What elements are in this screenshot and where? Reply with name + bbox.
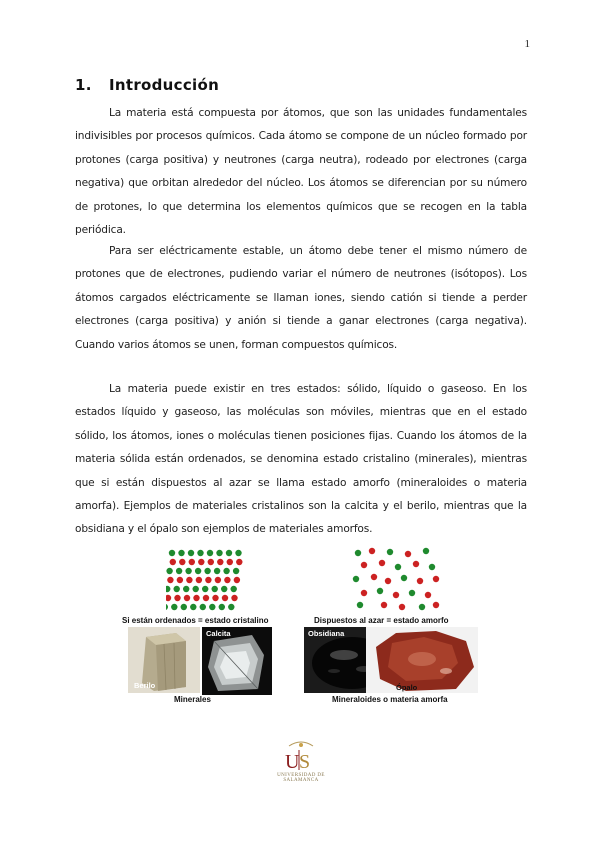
atom-dot [413, 561, 419, 567]
atom-dot [216, 550, 222, 556]
atom-dot [215, 577, 221, 583]
section-title: Introducción [109, 76, 220, 94]
atom-dot [361, 590, 367, 596]
atom-dot [203, 595, 209, 601]
atom-dot [178, 550, 184, 556]
atom-dot [224, 577, 230, 583]
atom-dot [401, 575, 407, 581]
calcita-photo [202, 627, 272, 695]
atom-dot [174, 595, 180, 601]
atom-dot [231, 595, 237, 601]
atom-dot [222, 595, 228, 601]
atom-dot [193, 595, 199, 601]
atom-dot [185, 568, 191, 574]
section-number: 1. [75, 76, 92, 94]
university-logo [269, 740, 333, 782]
atom-dot [170, 559, 176, 565]
atom-dot [205, 577, 211, 583]
atom-dot [387, 549, 393, 555]
atom-dot [197, 550, 203, 556]
atom-dot [167, 577, 173, 583]
atom-dot [399, 604, 405, 610]
paragraph-ions [75, 240, 527, 357]
paragraph-text: La materia puede existir en tres estados: sólido, líquido o gaseoso. En los estados líquido y gaseoso, las moléculas son móviles, mientras que en el estado sólido, los átomos, iones o moléculas tienen posiciones fijas. Cuando los átomos de la materia sólida están ordenados, se denomina estado cristalino (minerales), mientras que si están dispuestos al azar se llama estado amorfo (mineraloides o materia amorfa). Ejemplos de materiales cristalinos son la calcita y el berilo, mientras que la obsidiana y el ópalo son ejemplos de materiales amorfos. [75, 383, 527, 536]
atom-dot [371, 574, 377, 580]
atom-dot [214, 568, 220, 574]
atom-dot [217, 559, 223, 565]
page-number: 1 [524, 38, 530, 50]
atom-dot [208, 559, 214, 565]
paragraph-text: Para ser eléctricamente estable, un átomo debe tener el mismo número de protones que de electrones, pudiendo variar el número de neutrones (isótopos). Los átomos cargados eléctricamente se llaman iones, siendo catión si tiende a perder electrones (carga positiva) y anión si tiende a ganar electrones (carga negativa). Cuando varios átomos se unen, forman compuestos químicos. [75, 245, 527, 351]
atom-dot [228, 604, 234, 610]
paragraph-states [75, 378, 527, 542]
atom-dot [195, 568, 201, 574]
atom-dot [189, 559, 195, 565]
atom-dot [212, 586, 218, 592]
atom-dot [202, 586, 208, 592]
obsidiana-label: Obsidiana [308, 629, 345, 638]
opalo-rock-image [366, 627, 478, 693]
opalo-photo [366, 627, 478, 693]
svg-text:U: U [285, 751, 300, 773]
atom-dot [221, 586, 227, 592]
atom-dot [419, 604, 425, 610]
atom-dot [166, 568, 172, 574]
caption-mineraloids: Mineraloides o materia amorfa [332, 695, 448, 704]
states-of-matter-figure [118, 545, 490, 705]
atom-dot [361, 562, 367, 568]
caption-minerals: Minerales [174, 695, 211, 704]
crystalline-lattice-diagram [166, 547, 246, 615]
atom-dot [231, 586, 237, 592]
atom-dot [395, 564, 401, 570]
berilo-photo [128, 627, 200, 693]
atom-dot [198, 559, 204, 565]
section-heading [75, 76, 219, 94]
atom-dot [166, 604, 168, 610]
atom-dot [423, 548, 429, 554]
atom-dot [188, 550, 194, 556]
atom-dot [385, 578, 391, 584]
atom-dot [235, 550, 241, 556]
atom-dot [177, 577, 183, 583]
caption-crystalline: Si están ordenados = estado cristalino [122, 616, 269, 625]
svg-text:S: S [299, 751, 311, 773]
atom-dot [227, 559, 233, 565]
atom-dot [174, 586, 180, 592]
opalo-label: Ópalo [396, 683, 418, 692]
atom-dot [357, 602, 363, 608]
atom-dot [183, 586, 189, 592]
university-name: UNIVERSIDAD DE SALAMANCA [277, 773, 325, 783]
berilo-label: Berilo [134, 681, 156, 690]
paragraph-intro [75, 102, 527, 242]
atom-dot [355, 550, 361, 556]
atom-dot [190, 604, 196, 610]
atom-dot [393, 592, 399, 598]
atom-dot [204, 568, 210, 574]
atom-dot [166, 595, 171, 601]
atom-dot [181, 604, 187, 610]
atom-dot [219, 604, 225, 610]
atom-dot [377, 588, 383, 594]
atom-dot [429, 564, 435, 570]
atom-dot [166, 586, 170, 592]
atom-dot [381, 602, 387, 608]
atom-dot [353, 576, 359, 582]
atom-dot [209, 604, 215, 610]
atom-dot [169, 550, 175, 556]
atom-dot [176, 568, 182, 574]
atom-dot [226, 550, 232, 556]
atom-dot [234, 577, 240, 583]
atom-dot [171, 604, 177, 610]
atom-dot [223, 568, 229, 574]
atom-dot [433, 602, 439, 608]
atom-dot [405, 551, 411, 557]
atom-dot [236, 559, 242, 565]
atom-dot [417, 578, 423, 584]
atom-dot [379, 560, 385, 566]
atom-dot [233, 568, 239, 574]
atom-dot [207, 550, 213, 556]
atom-dot [193, 586, 199, 592]
atom-dot [184, 595, 190, 601]
university-crest-icon [269, 740, 333, 774]
atom-dot [433, 576, 439, 582]
atom-dot [196, 577, 202, 583]
atom-dot [369, 548, 375, 554]
atom-dot [200, 604, 206, 610]
atom-dot [409, 590, 415, 596]
atom-dot [186, 577, 192, 583]
calcita-label: Calcita [206, 629, 231, 638]
paragraph-text: La materia está compuesta por átomos, que son las unidades fundamentales indivisibles por procesos químicos. Cada átomo se compone de un núcleo formado por protones (carga positiva) y neutrones (carga neutra), rodeado por electrones (carga negativa) que orbitan alrededor del núcleo. Los átomos se diferencian por su número de protones, lo que determina los elementos químicos que se recogen en la tabla periódica. [75, 107, 527, 237]
atom-dot [425, 592, 431, 598]
caption-amorphous: Dispuestos al azar = estado amorfo [314, 616, 449, 625]
atom-dot [179, 559, 185, 565]
amorphous-atoms-diagram [350, 547, 440, 613]
atom-dot [212, 595, 218, 601]
